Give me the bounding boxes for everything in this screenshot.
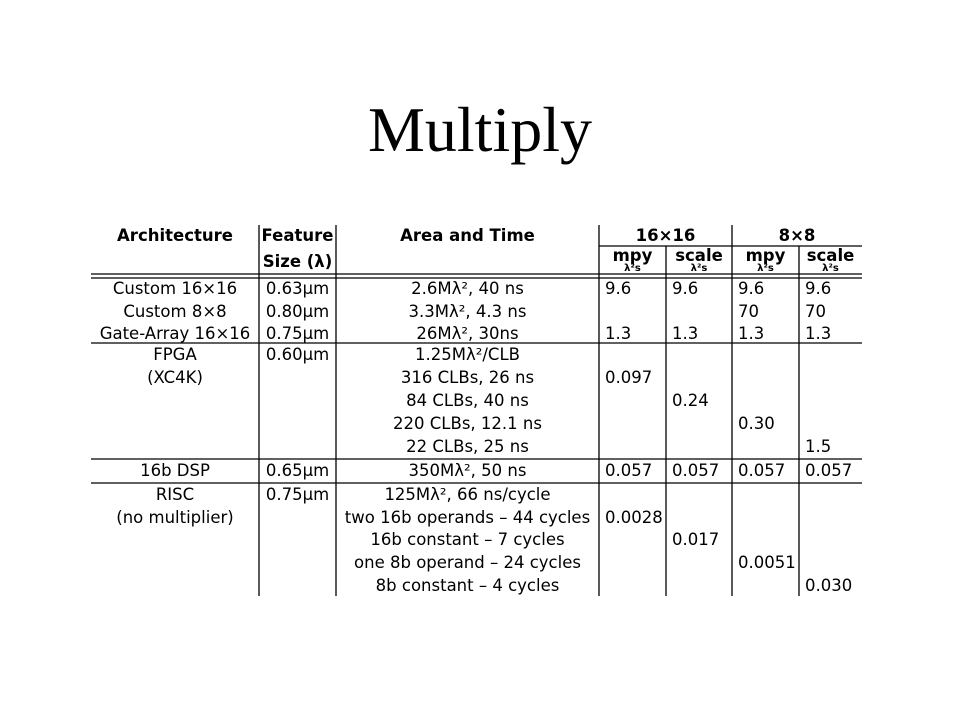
cell-architecture: Gate-Array 16×16 bbox=[99, 324, 251, 343]
header-architecture: Architecture bbox=[117, 226, 233, 245]
cell-16x16-mpy: 9.6 bbox=[605, 279, 632, 298]
cell-8x8-mpy: 1.3 bbox=[738, 324, 765, 343]
header-group-16x16: 16×16 bbox=[635, 226, 696, 245]
cell-8x8-mpy: 0.0051 bbox=[738, 553, 796, 572]
cell-area-time: two 16b operands – 44 cycles bbox=[344, 508, 591, 527]
cell-8x8-scale: 1.3 bbox=[805, 324, 832, 343]
cell-area-time: 8b constant – 4 cycles bbox=[375, 576, 560, 595]
cell-feature: 0.65μm bbox=[265, 461, 330, 480]
cell-architecture: 16b DSP bbox=[140, 461, 210, 480]
slide-title: Multiply bbox=[367, 94, 593, 165]
cell-architecture: (no multiplier) bbox=[116, 508, 234, 527]
cell-feature: 0.75μm bbox=[265, 324, 330, 343]
header-mpy-8: mpy bbox=[745, 246, 786, 265]
cell-16x16-scale: 9.6 bbox=[672, 279, 699, 298]
cell-16x16-mpy: 0.097 bbox=[605, 368, 653, 387]
header-mpy-16: mpy bbox=[612, 246, 653, 265]
cell-area-time: 26Mλ², 30ns bbox=[416, 324, 519, 343]
cell-area-time: 16b constant – 7 cycles bbox=[370, 530, 565, 549]
cell-area-time: 84 CLBs, 40 ns bbox=[406, 391, 529, 410]
header-unit-mpy-16: λ²s bbox=[624, 263, 641, 274]
cell-feature: 0.63μm bbox=[265, 279, 330, 298]
cell-area-time: 1.25Mλ²/CLB bbox=[415, 345, 520, 364]
cell-16x16-scale: 0.057 bbox=[672, 461, 720, 480]
cell-16x16-mpy: 0.057 bbox=[605, 461, 653, 480]
cell-area-time: 350Mλ², 50 ns bbox=[408, 461, 527, 480]
multiply-table bbox=[91, 225, 862, 596]
header-scale-8: scale bbox=[806, 246, 855, 265]
cell-area-time: one 8b operand – 24 cycles bbox=[354, 553, 581, 572]
cell-area-time: 22 CLBs, 25 ns bbox=[406, 437, 529, 456]
cell-architecture: Custom 8×8 bbox=[123, 302, 227, 321]
cell-architecture: RISC bbox=[155, 485, 195, 504]
cell-8x8-scale: 0.030 bbox=[805, 576, 853, 595]
cell-feature: 0.60μm bbox=[265, 345, 330, 364]
header-feature: Feature bbox=[261, 226, 334, 245]
header-group-8x8: 8×8 bbox=[778, 226, 816, 245]
cell-area-time: 2.6Mλ², 40 ns bbox=[411, 279, 524, 298]
header-area-time: Area and Time bbox=[400, 226, 535, 245]
header-unit-scale-8: λ²s bbox=[822, 263, 839, 274]
cell-16x16-scale: 1.3 bbox=[672, 324, 699, 343]
cell-8x8-scale: 9.6 bbox=[805, 279, 832, 298]
cell-8x8-mpy: 70 bbox=[738, 302, 759, 321]
cell-architecture: FPGA bbox=[153, 345, 197, 364]
cell-feature: 0.80μm bbox=[265, 302, 330, 321]
cell-16x16-scale: 0.017 bbox=[672, 530, 720, 549]
cell-area-time: 316 CLBs, 26 ns bbox=[400, 368, 535, 387]
header-feature-size: Size (λ) bbox=[262, 252, 333, 271]
cell-16x16-scale: 0.24 bbox=[672, 391, 709, 410]
cell-8x8-scale: 0.057 bbox=[805, 461, 853, 480]
cell-8x8-mpy: 0.30 bbox=[738, 414, 775, 433]
header-scale-16: scale bbox=[675, 246, 723, 265]
cell-8x8-scale: 1.5 bbox=[805, 437, 832, 456]
header-unit-mpy-8: λ²s bbox=[757, 263, 774, 274]
cell-8x8-mpy: 0.057 bbox=[738, 461, 786, 480]
cell-16x16-mpy: 1.3 bbox=[605, 324, 632, 343]
cell-feature: 0.75μm bbox=[265, 485, 330, 504]
cell-area-time: 125Mλ², 66 ns/cycle bbox=[384, 485, 551, 504]
header-unit-scale-16: λ²s bbox=[690, 263, 708, 274]
cell-area-time: 220 CLBs, 12.1 ns bbox=[393, 414, 542, 433]
cell-8x8-mpy: 9.6 bbox=[738, 279, 765, 298]
cell-16x16-mpy: 0.0028 bbox=[605, 508, 663, 527]
cell-architecture: Custom 16×16 bbox=[112, 279, 238, 298]
cell-8x8-scale: 70 bbox=[805, 302, 826, 321]
cell-area-time: 3.3Mλ², 4.3 ns bbox=[408, 302, 527, 321]
cell-architecture: (XC4K) bbox=[147, 368, 203, 387]
